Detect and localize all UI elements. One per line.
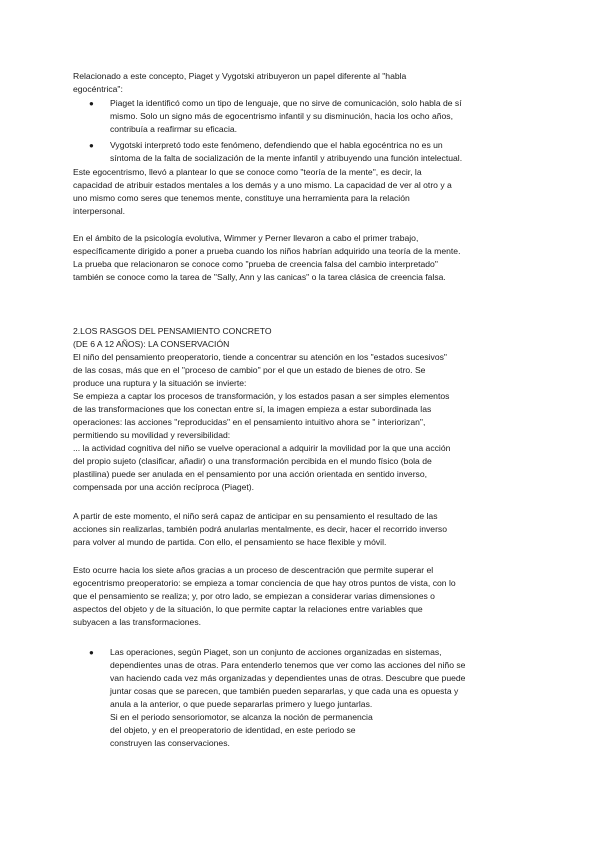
bullet1-line-1: Piaget la identificó como un tipo de lenguaje, que no sirve de comunicación, solo habla de sí [110, 98, 462, 108]
section-bullet-line-4: juntar cosas que se parecen, que también pueden separarlas, y que cada una es opuesta y [110, 686, 459, 696]
para1-after-line-3: uno mismo como seres que tenemos mente, constituye una herramienta para la relación [73, 193, 410, 203]
section-p1-line-6: operaciones: las acciones "reproducidas" en el pensamiento intuitivo ahora se " interiorizan", [73, 417, 426, 427]
para1-after-line-2: capacidad de atribuir estados mentales a los demás y a uno mismo. La capacidad de ver al otro y a [73, 180, 452, 190]
section-bullet-line-5: anula a la anterior, o que puede separarlas primero y luego juntarlas. [110, 699, 373, 709]
section-p1-line-9: del propio sujeto (clasificar, añadir) o una transformación percibida en el mundo físico (bola de [73, 456, 432, 466]
section-p1-line-2: de las cosas, más que en el "proceso de cambio" por el que un estado de bienes de otro. Se [73, 365, 426, 375]
para1-intro-line-1: Relacionado a este concepto, Piaget y Vygotski atribuyeron un papel diferente al "habla [73, 71, 407, 81]
section-p3-line-4: aspectos del objeto y de la situación, lo que permite captar la relaciones entre variables que [73, 604, 423, 614]
bullet1-line-2: mismo. Solo un signo más de egocentrismo infantil y su disminución, hacia los ocho años, [110, 111, 453, 121]
section-p3-line-5: subyacen a las transformaciones. [73, 617, 202, 627]
para2-line-2: específicamente dirigido a poner a prueba cuando los niños habrían adquirido una teoría de la mente. [73, 246, 461, 256]
bullet2-line-1: Vygotski interpretó todo este fenómeno, defendiendo que el habla egocéntrica no es un [110, 140, 443, 150]
section-p1-line-1: El niño del pensamiento preoperatorio, tiende a concentrar su atención en los "estados sucesivos" [73, 352, 447, 362]
para1-after-line-1: Este egocentrismo, llevó a plantear lo que se conoce como "teoría de la mente", es decir, la [73, 167, 422, 177]
section-bullet-line-1: Las operaciones, según Piaget, son un conjunto de acciones organizadas en sistemas, [110, 647, 442, 657]
section-p2-line-1: A partir de este momento, el niño será capaz de anticipar en su pensamiento el resultado de las [73, 511, 438, 521]
section-p1-line-11: compensada por una acción recíproca (Piaget). [73, 482, 255, 492]
para2-line-1: En el ámbito de la psicología evolutiva, Wimmer y Perner llevaron a cabo el primer trabajo, [73, 233, 419, 243]
bullet-icon: ● [89, 141, 94, 150]
para1-intro-line-2: egocéntrica": [73, 84, 123, 94]
section-p1-line-7: permitiendo su movilidad y reversibilidad: [73, 430, 231, 440]
section-p2-line-2: acciones sin realizarlas, también podrá anularlas mentalmente, es decir, hacer el recorrido inverso [73, 524, 448, 534]
section-p1-line-8: ... la actividad cognitiva del niño se vuelve operacional a adquirir la movilidad por la que una acción [73, 443, 451, 453]
section-p1-line-5: de las transformaciones que los conectan entre sí, la imagen empieza a estar subordinada las [73, 404, 432, 414]
bullet2-line-2: síntoma de la falta de socialización de la mente infantil y atribuyendo una función intelectual. [110, 153, 463, 163]
section-bullet-line-6: Si en el periodo sensoriomotor, se alcanza la noción de permanencia [110, 712, 373, 722]
section-p1-line-10: plastilina) puede ser anulada en el pensamiento por una acción orientada en sentido inverso, [73, 469, 428, 479]
bullet-icon: ● [89, 648, 94, 657]
section-heading-line-1: 2.LOS RASGOS DEL PENSAMIENTO CONCRETO [73, 326, 272, 336]
section-p3-line-3: que el pensamiento se realiza; y, por otro lado, se empiezan a considerar varias dimensiones o [73, 591, 435, 601]
section-heading-line-2: (DE 6 A 12 AÑOS): LA CONSERVACIÓN [73, 339, 230, 349]
section-p1-line-4: Se empieza a captar los procesos de transformación, y los estados pasan a ser simples elementos [73, 391, 450, 401]
section-p3-line-1: Esto ocurre hacia los siete años gracias a un proceso de descentración que permite superar el [73, 565, 434, 575]
section-bullet-line-3: van haciendo cada vez más organizadas y dependientes unas de otras. Descubre que puede [110, 673, 466, 683]
para1-after-line-4: interpersonal. [73, 206, 126, 216]
para2-line-4: también se conoce como la tarea de "Sally, Ann y las canicas" o la tarea clásica de creencia falsa. [73, 272, 446, 282]
section-bullet-line-2: dependientes unas de otras. Para entenderlo tenemos que ver como las acciones del niño se [110, 660, 466, 670]
section-bullet-line-8: construyen las conservaciones. [110, 738, 230, 748]
bullet1-line-3: contribuía a reafirmar su eficacia. [110, 124, 238, 134]
section-p1-line-3: produce una ruptura y la situación se invierte: [73, 378, 247, 388]
section-p3-line-2: egocentrismo preoperatorio: se empieza a tomar conciencia de que hay otros puntos de vista, con lo [73, 578, 456, 588]
para2-line-3: La prueba que relacionaron se conoce como "prueba de creencia falsa del cambio interpretado" [73, 259, 438, 269]
bullet-icon: ● [89, 99, 94, 108]
section-bullet-line-7: del objeto, y en el preoperatorio de identidad, en este periodo se [110, 725, 356, 735]
section-p2-line-3: para volver al mundo de partida. Con ello, el pensamiento se hace flexible y móvil. [73, 537, 387, 547]
